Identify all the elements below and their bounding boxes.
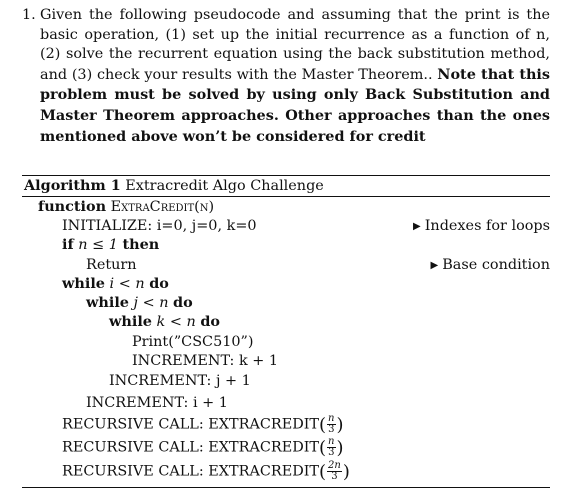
question-block <box>22 6 550 147</box>
initialize-line: INITIALIZE: i=0, j=0, k=0 <box>62 218 257 234</box>
print-line: Print(”CSC510”) <box>132 334 254 350</box>
if-line <box>62 235 159 255</box>
question-body <box>40 6 550 147</box>
recursive-call-1: RECURSIVE CALL: EXTRACREDIT( $\frac{n}{3}$ ) <box>62 413 344 436</box>
return-comment-text: Base condition <box>442 257 550 273</box>
function-line <box>38 197 214 217</box>
algorithm-bottom-rule <box>22 487 550 488</box>
return-line: Return <box>86 257 137 273</box>
algorithm-label: Algorithm 1 <box>24 177 121 194</box>
do-keyword: do <box>200 313 220 330</box>
initialize-comment <box>413 216 550 237</box>
while-j-condition: j < n <box>133 295 169 311</box>
recursive-call-2: RECURSIVE CALL: EXTRACREDIT( $\frac{n}{3}$ ) <box>62 436 344 459</box>
question-bold-note: Note that this problem must be solved by using only Back Substitution and Master Theorem approaches. Other approaches than the ones mentioned above won’t be considered for credit <box>40 65 550 145</box>
fraction: $\frac{2n}{3}$ <box>328 460 341 482</box>
question-text: Given the following pseudocode and assuming that the print is the basic operation, (1) set up the initial recurrence as a function of n, (2) solve the recurrent equation using the back substitution method, and (3) check your results with the Master Theorem.. <box>40 7 550 83</box>
while-keyword: while <box>109 313 152 330</box>
increment-i-line: INCREMENT: i + 1 <box>86 395 228 411</box>
comment-triangle-icon: ▶ <box>413 221 421 232</box>
function-keyword: function <box>38 198 107 215</box>
return-comment <box>431 255 550 276</box>
while-k-condition: k < n <box>156 314 196 330</box>
fraction: $\frac{n}{3}$ <box>328 436 335 458</box>
initialize-comment-text: Indexes for loops <box>424 218 550 234</box>
recursive-call-3: RECURSIVE CALL: EXTRACREDIT( $\frac{2n}{3}$ ) <box>62 460 350 483</box>
increment-k-line: INCREMENT: k + 1 <box>132 353 279 369</box>
then-keyword: then <box>122 236 160 253</box>
algorithm-caption: Extracredit Algo Challenge <box>125 178 324 194</box>
while-k-line <box>109 312 220 332</box>
do-keyword: do <box>173 294 193 311</box>
if-condition: n ≤ 1 <box>78 237 118 253</box>
fraction: $\frac{n}{3}$ <box>328 413 335 435</box>
comment-triangle-icon: ▶ <box>430 260 439 271</box>
while-i-line <box>62 274 169 294</box>
while-j-line <box>86 293 193 313</box>
recursive-call-prefix: RECURSIVE CALL: EXTRACREDIT <box>62 439 320 456</box>
recursive-call-prefix: RECURSIVE CALL: EXTRACREDIT <box>62 463 320 480</box>
while-i-condition: i < n <box>109 276 145 292</box>
function-name: ExtraCredit(n) <box>110 199 215 215</box>
while-keyword: while <box>86 294 129 311</box>
increment-j-line: INCREMENT: j + 1 <box>109 373 251 389</box>
if-keyword: if <box>62 236 74 253</box>
do-keyword: do <box>149 275 169 292</box>
question-number: 1. <box>22 7 36 23</box>
recursive-call-prefix: RECURSIVE CALL: EXTRACREDIT <box>62 416 320 433</box>
algorithm-title <box>24 176 324 196</box>
while-keyword: while <box>62 275 105 292</box>
